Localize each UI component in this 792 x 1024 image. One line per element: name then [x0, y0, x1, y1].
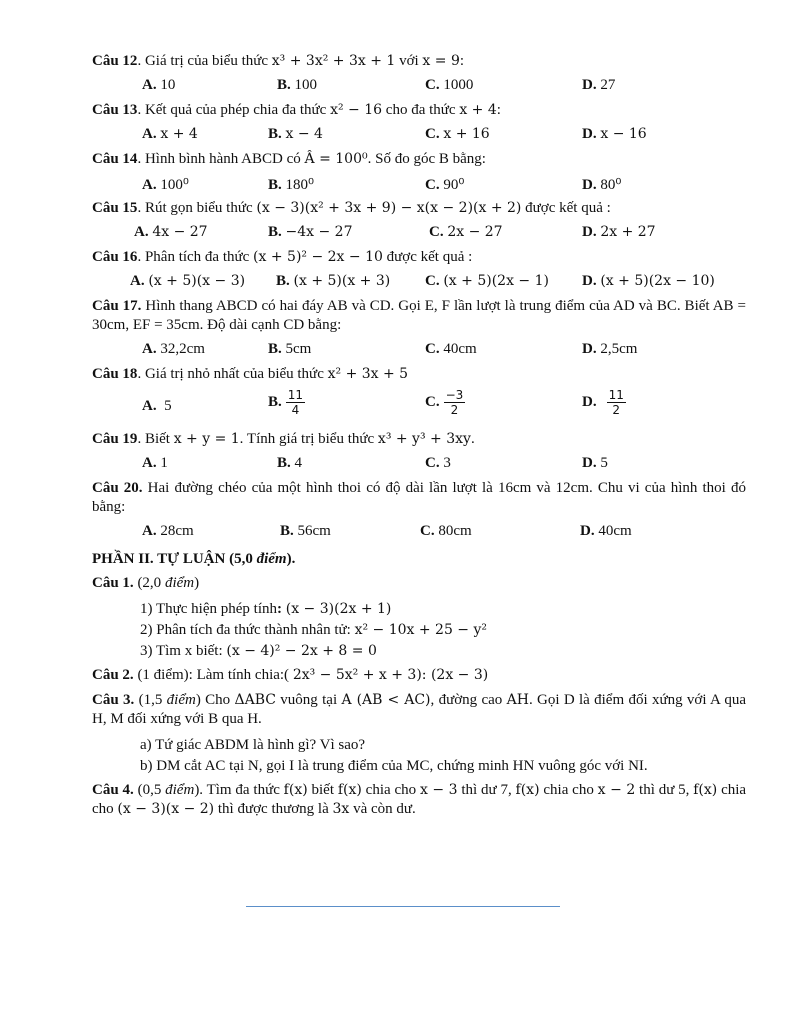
exam-page: [92, 52, 746, 819]
option-d: D. 27: [582, 77, 616, 93]
essay-question-3: Câu 3. (1,5 điểm) Cho ΔABC vuông tại A (AB < AC), đường cao AH. Gọi D là điểm đối xứng với A qua H, M đối xứng với B qua H.: [92, 692, 746, 727]
option-b: B. −4x − 27: [268, 224, 353, 240]
question-number: Câu 20.: [92, 480, 143, 496]
question-number: Câu 19: [92, 431, 138, 447]
options-19: [92, 453, 746, 475]
option-d: D. x − 16: [582, 126, 647, 142]
question-15: Câu 15. Rút gọn biểu thức (x − 3)(x² + 3x + 9) − x(x − 2)(x + 2) được kết quả :: [92, 200, 611, 216]
option-c: C. x + 16: [425, 126, 490, 142]
question-number: Câu 17.: [92, 298, 142, 314]
essay-question-2: Câu 2. (1 điểm): Làm tính chia:( 2x³ − 5x² + x + 3): (2x − 3): [92, 667, 489, 683]
options-13: [92, 124, 746, 146]
option-b: B. 100: [277, 77, 318, 93]
fraction: 11 2: [608, 388, 624, 417]
option-a: A. 100⁰: [142, 177, 189, 193]
option-c: C. 2x − 27: [429, 224, 503, 240]
option-a: A. 4x − 27: [134, 224, 208, 240]
options-18: [92, 388, 746, 426]
options-17: [92, 339, 746, 361]
option-d: D. 2,5cm: [582, 341, 638, 357]
footer-divider: [246, 906, 560, 907]
question-20: Câu 20. Hai đường chéo của một hình thoi có độ dài lần lượt là 16cm và 12cm. Chu vi của hình thoi đó bằng:: [92, 480, 746, 515]
option-b: B. 180⁰: [268, 177, 315, 193]
option-a: A. (x + 5)(x − 3): [130, 273, 246, 289]
option-c: C. 90⁰: [425, 177, 465, 193]
question-19: Câu 19. Biết x + y = 1. Tính giá trị biểu thức x³ + y³ + 3xy.: [92, 431, 475, 447]
essay-1-part-2: 2) Phân tích đa thức thành nhân tử: x² − 10x + 25 − y²: [140, 622, 488, 638]
question-number: Câu 13: [92, 102, 138, 118]
option-a: A. 10: [142, 77, 176, 93]
option-c: C. −3 2: [425, 388, 464, 417]
option-b: B. 11 4: [268, 388, 304, 417]
essay-question-4: Câu 4. (0,5 điểm). Tìm đa thức f(x) biết f(x) chia cho x − 3 thì dư 7, f(x) chia cho x − 2 thì dư 5, f(x) chia cho (x − 3)(x − 2) thì được thương là 3x và còn dư.: [92, 782, 747, 817]
question-13: Câu 13. Kết quả của phép chia đa thức x² − 16 cho đa thức x + 4:: [92, 102, 501, 118]
options-15: [92, 222, 746, 244]
option-b: B. 5cm: [268, 341, 312, 357]
essay-3-part-b: b) DM cắt AC tại N, gọi I là trung điểm của MC, chứng minh HN vuông góc với NI.: [140, 758, 648, 774]
option-c: C. (x + 5)(2x − 1): [425, 273, 549, 289]
option-d: D. 80⁰: [582, 177, 622, 193]
option-d: D. 2x + 27: [582, 224, 656, 240]
option-c: C. 80cm: [420, 523, 472, 539]
option-a: A. x + 4: [142, 126, 198, 142]
option-a: A. 5: [142, 398, 172, 414]
option-b: B. 4: [277, 455, 303, 471]
option-a: A. 32,2cm: [142, 341, 205, 357]
fraction: 11 4: [287, 388, 304, 417]
option-d: D. (x + 5)(2x − 10): [582, 273, 715, 289]
question-number: Câu 16: [92, 249, 138, 265]
option-c: C. 40cm: [425, 341, 477, 357]
option-c: C. 3: [425, 455, 451, 471]
option-c: C. 1000: [425, 77, 474, 93]
question-number: Câu 18: [92, 366, 138, 382]
question-12: Câu 12. Giá trị của biểu thức x³ + 3x² + 3x + 1 với x = 9:: [92, 53, 465, 69]
option-a: A. 28cm: [142, 523, 194, 539]
essay-1-part-3: 3) Tìm x biết: (x − 4)² − 2x + 8 = 0: [140, 643, 377, 659]
question-number: Câu 12: [92, 53, 138, 69]
option-b: B. (x + 5)(x + 3): [276, 273, 391, 289]
question-14: Câu 14. Hình bình hành ABCD có Â = 100⁰. Số đo góc B bằng:: [92, 151, 486, 167]
options-16: [92, 271, 746, 293]
essay-1-part-1: 1) Thực hiện phép tính: (x − 3)(2x + 1): [140, 601, 392, 617]
options-12: [92, 75, 746, 97]
option-d: D. 40cm: [580, 523, 632, 539]
question-17: Câu 17. Hình thang ABCD có hai đáy AB và CD. Gọi E, F lần lượt là trung điểm của AD và BC. Biết AB = 30cm, EF = 35cm. Độ dài cạnh CD bằng:: [92, 298, 746, 333]
option-a: A. 1: [142, 455, 168, 471]
options-14: [92, 173, 746, 195]
question-16: Câu 16. Phân tích đa thức (x + 5)² − 2x − 10 được kết quả :: [92, 249, 473, 265]
option-b: B. x − 4: [268, 126, 323, 142]
option-b: B. 56cm: [280, 523, 331, 539]
option-d: D. 11 2: [582, 388, 624, 417]
question-18: Câu 18. Giá trị nhỏ nhất của biểu thức x² + 3x + 5: [92, 366, 409, 382]
essay-3-part-a: a) Tứ giác ABDM là hình gì? Vì sao?: [140, 737, 366, 753]
fraction: −3 2: [445, 388, 464, 417]
section-heading: PHẦN II. TỰ LUẬN (5,0 điểm).: [92, 551, 296, 567]
essay-question-1: Câu 1. (2,0 điểm): [92, 575, 200, 591]
options-20: [92, 521, 746, 543]
question-number: Câu 15: [92, 200, 138, 216]
question-number: Câu 14: [92, 151, 138, 167]
option-d: D. 5: [582, 455, 608, 471]
